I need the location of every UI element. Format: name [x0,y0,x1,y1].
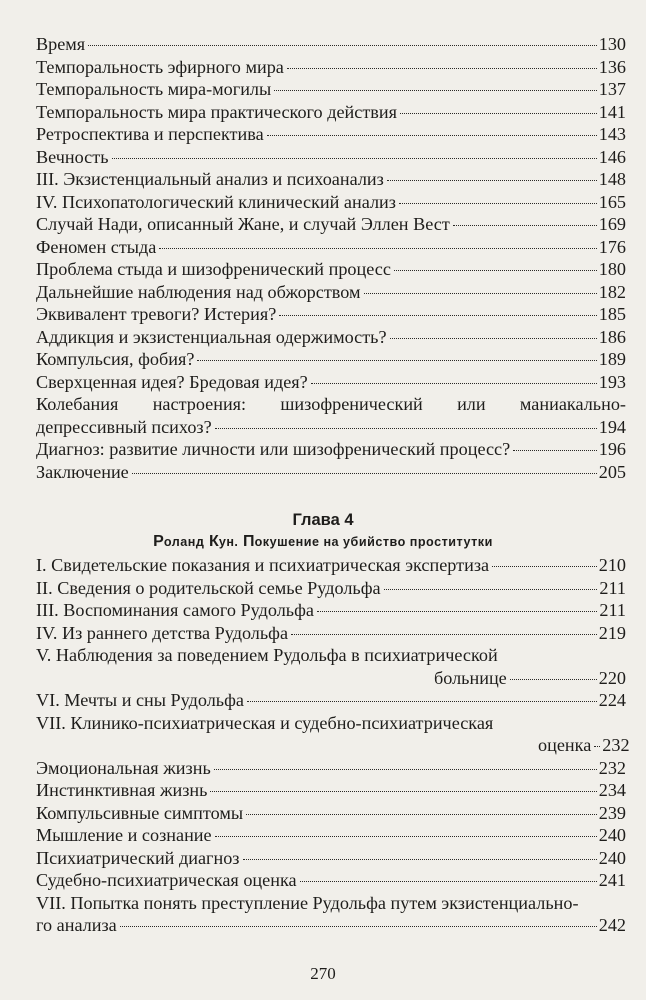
toc-entry [36,599,626,622]
toc-entry-page: 146 [598,146,626,167]
toc-section-chapter-3 [36,33,626,483]
dot-leader [300,881,597,882]
dot-leader [88,45,597,46]
dot-leader [364,293,597,294]
toc-entry-clinical-assessment [36,712,630,757]
toc-entry [36,123,626,146]
dot-leader [243,859,597,860]
page-number: 270 [310,964,336,983]
toc-entry [36,236,626,259]
toc-entry-page: 210 [598,555,626,575]
dot-leader [215,428,597,429]
toc-entry [36,461,626,484]
toc-entry-page: 220 [598,667,626,688]
toc-entry [36,213,626,236]
chapter-number: Глава 4 [292,511,354,529]
toc-entry-title: Темпоральность мира практического действия [36,101,397,122]
toc-entry-page: 242 [598,915,626,935]
dot-leader [594,746,600,747]
toc-entry-word: Колебания [36,394,119,414]
toc-entry [36,168,626,191]
toc-entry [36,258,626,281]
toc-entry-page: 130 [598,34,626,54]
toc-entry-page: 240 [598,847,626,868]
toc-entry-page: 241 [598,870,626,890]
dot-leader [132,473,597,474]
toc-entry-page: 219 [598,622,626,643]
toc-entry-page: 211 [599,577,626,598]
dot-leader [317,611,597,612]
toc-entry [36,577,626,600]
toc-entry [36,824,626,847]
toc-entry [36,757,626,780]
toc-entry-title: I. Свидетельские показания и психиатрическая экспертиза [36,555,490,575]
dot-leader [215,836,597,837]
toc-entry-title: Эмоциональная жизнь [36,757,211,778]
toc-list [36,554,626,644]
toc-entry-page: 180 [598,259,626,279]
toc-entry-page: 182 [598,281,626,302]
chapter-title-letter: П [242,533,255,550]
dot-leader [197,360,596,361]
toc-entry [36,622,626,645]
toc-entry [36,438,626,461]
toc-entry-title: III. Экзистенциальный анализ и психоанализ [36,169,384,189]
toc-entry-title: Аддикция и экзистенциальная одержимость? [36,326,387,347]
dot-leader [453,225,597,226]
toc-entry-page: 176 [598,236,626,257]
toc-entry [36,847,626,870]
toc-entry-title: Сверхценная идея? Бредовая идея? [36,371,308,392]
toc-entry [36,191,626,214]
toc-entry-title: Темпоральность мира-могилы [36,79,272,99]
toc-entry-line [36,914,626,937]
toc-entry-title: Темпоральность эфирного мира [36,56,284,77]
toc-entry-title: Время [36,34,86,54]
dot-leader [279,315,596,316]
toc-entry-page: 141 [598,101,626,122]
dot-leader [510,679,597,680]
toc-entry-page: 205 [598,461,626,482]
toc-entry-observations [36,644,626,689]
toc-entry-page: 239 [598,802,626,823]
dot-leader [267,135,597,136]
dot-leader [394,270,597,271]
chapter-title-letter: Р [153,533,164,550]
toc-entry [36,281,626,304]
dot-leader [159,248,596,249]
toc-entry-title: Инстинктивная жизнь [36,780,208,800]
toc-entry-title: го анализа [36,915,117,935]
toc-entry-line [36,416,626,439]
chapter-title-smallcaps: ун. [218,535,239,549]
chapter-title [0,531,646,553]
toc-entry-page: 211 [599,600,626,620]
toc-entry [36,689,626,712]
dot-leader [214,769,597,770]
toc-entry [36,802,626,825]
toc-entry-title: Заключение [36,461,129,482]
toc-entry-title: IV. Из раннего детства Рудольфа [36,622,289,643]
toc-entry-page: 189 [598,349,626,369]
toc-entry-title: V. Наблюдения за поведением Рудольфа в психиатрической [36,645,498,665]
toc-entry-page: 148 [598,169,626,189]
chapter-title-letter: К [208,533,219,550]
toc-entry-existential-analysis [36,892,626,937]
toc-entry-title: оценка [538,735,592,755]
toc-entry-page: 234 [598,780,626,800]
toc-entry [36,78,626,101]
toc-entry-title: Ретроспектива и перспектива [36,124,264,144]
toc-entry-title: Вечность [36,146,109,167]
dot-leader [210,791,596,792]
toc-list [36,438,626,483]
toc-entry [36,779,626,802]
toc-entry-word: маниакально- [519,394,626,414]
toc-entry-title: Компульсия, фобия? [36,349,195,369]
toc-entry-title: Дальнейшие наблюдения над обжорством [36,281,361,302]
toc-entry-page: 232 [598,757,626,778]
toc-entry [36,348,626,371]
toc-list [36,757,626,892]
dot-leader [390,338,597,339]
chapter-heading [0,509,646,553]
dot-leader [112,158,597,159]
toc-entry-title: Эквивалент тревоги? Истерия? [36,304,277,324]
toc-entry [36,56,626,79]
toc-entry [36,303,626,326]
toc-entry-title: Случай Нади, описанный Жане, и случай Эллен Вест [36,214,450,234]
dot-leader [246,814,597,815]
toc-entry-page: 232 [602,735,630,755]
toc-entry-page: 193 [598,371,626,392]
toc-entry [36,371,626,394]
toc-entry-word: шизофренический [280,394,423,414]
toc-entry [36,869,626,892]
toc-entry-page: 165 [598,191,626,212]
dot-leader [384,589,598,590]
toc-entry-title: Феномен стыда [36,236,157,257]
toc-entry-line [36,393,626,416]
toc-entry-page: 186 [598,326,626,347]
toc-entry-page: 240 [598,825,626,845]
chapter-title-smallcaps: окушение на убийство проститутки [254,535,493,549]
toc-entry-title: Мышление и сознание [36,825,212,845]
dot-leader [492,566,597,567]
toc-entry-title: VI. Мечты и сны Рудольфа [36,690,244,710]
toc-entry-title: VII. Попытка понять преступление Рудольфа путем экзистенциально- [36,892,579,913]
toc-entry-line [36,667,626,690]
toc-entry [36,101,626,124]
toc-entry [36,33,626,56]
toc-entry-mood-swings [36,393,626,438]
dot-leader [291,634,597,635]
toc-entry-word: или [457,394,486,414]
toc-entry [36,554,626,577]
toc-entry-page: 194 [598,416,626,437]
toc-entry-page: 137 [598,79,626,99]
dot-leader [287,68,597,69]
dot-leader [400,113,597,114]
toc-entry-line [36,734,630,757]
toc-entry-title: Судебно-психиатрическая оценка [36,870,297,890]
toc-entry-title: II. Сведения о родительской семье Рудольфа [36,577,381,598]
toc-entry-page: 143 [598,124,626,144]
toc-entry-page: 136 [598,56,626,77]
toc-entry-word: настроения: [152,394,247,414]
dot-leader [247,701,597,702]
toc-entry-page: 169 [598,214,626,234]
dot-leader [120,926,597,927]
toc-entry-page: 185 [598,304,626,324]
toc-entry-title: больнице [434,667,507,688]
toc-entry-title: Диагноз: развитие личности или шизофренический процесс? [36,439,511,459]
toc-entry [36,146,626,169]
toc-entry [36,326,626,349]
toc-entry-title: III. Воспоминания самого Рудольфа [36,600,314,620]
dot-leader [513,450,597,451]
dot-leader [387,180,597,181]
toc-entry-title: Психиатрический диагноз [36,847,240,868]
toc-entry-title: Компульсивные симптомы [36,802,244,823]
toc-entry-page: 224 [598,690,626,710]
toc-section-chapter-4 [36,554,630,937]
dot-leader [274,90,596,91]
toc-entry-page: 196 [598,439,626,459]
toc-entry-title: Проблема стыда и шизофренический процесс [36,259,391,279]
toc-entry-title: депрессивный психоз? [36,416,212,437]
dot-leader [311,383,597,384]
toc-entry-title: VII. Клинико-психиатрическая и судебно-психиатрическая [36,712,494,733]
toc-entry-title: IV. Психопатологический клинический анализ [36,191,396,212]
dot-leader [399,203,597,204]
toc-list [36,33,626,393]
chapter-title-smallcaps: оланд [163,535,205,549]
